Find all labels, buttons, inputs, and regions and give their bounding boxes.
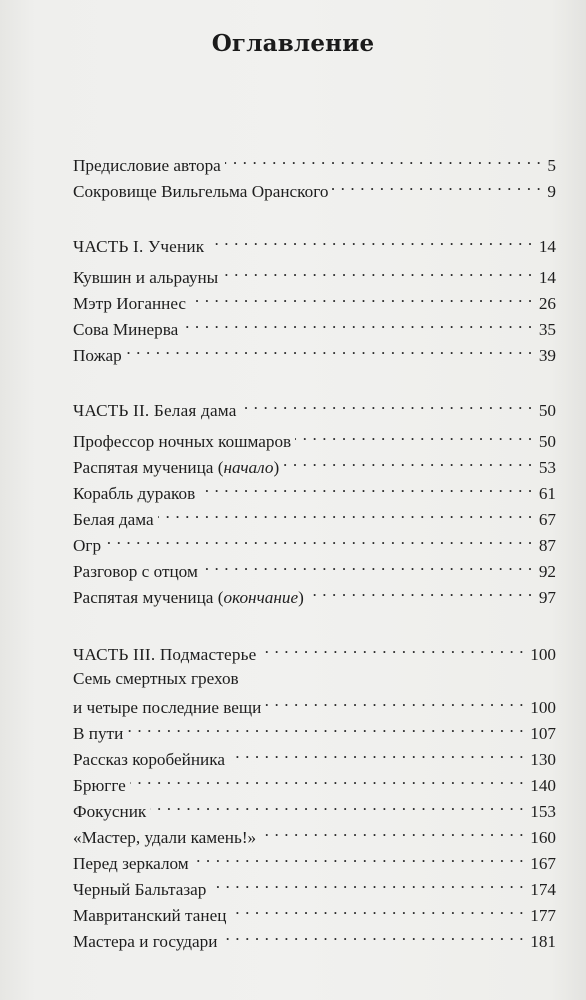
toc-entry-page: 50 bbox=[538, 432, 556, 451]
dot-leader bbox=[221, 923, 524, 947]
dot-leader bbox=[150, 793, 524, 817]
dot-leader bbox=[225, 147, 542, 171]
toc-entry-page: 53 bbox=[538, 458, 556, 477]
toc-entry-page: 35 bbox=[538, 320, 556, 339]
dot-leader bbox=[127, 715, 524, 739]
toc-entry-label: Сокровище Вильгельма Оранского bbox=[73, 182, 329, 201]
dot-leader bbox=[193, 845, 525, 869]
dot-leader bbox=[190, 285, 533, 309]
label-text: ) bbox=[273, 458, 280, 477]
toc-entry-preface bbox=[73, 147, 556, 175]
toc-entry bbox=[73, 741, 556, 769]
toc-entry-label: Предисловие автора bbox=[73, 156, 221, 175]
toc-entry-label: Фокусник bbox=[73, 802, 147, 821]
dot-leader bbox=[265, 689, 524, 713]
dot-leader bbox=[283, 449, 533, 473]
toc-part-label: ЧАСТЬ II. Белая дама bbox=[73, 401, 237, 420]
dot-leader bbox=[229, 741, 524, 765]
dot-leader bbox=[332, 173, 541, 197]
toc-entry-label: Сова Минерва bbox=[73, 320, 179, 339]
toc-entry bbox=[73, 767, 556, 795]
dot-leader bbox=[241, 392, 533, 416]
toc-entry bbox=[73, 475, 556, 503]
dot-leader bbox=[105, 527, 533, 551]
dot-leader bbox=[130, 767, 524, 791]
toc-entry bbox=[73, 715, 556, 743]
label-text: Распятая мученица ( bbox=[73, 588, 224, 607]
toc-entry-page: 100 bbox=[530, 698, 556, 717]
toc-entry-page: 14 bbox=[538, 237, 556, 256]
toc-entry-label: Кувшин и альрауны bbox=[73, 268, 219, 287]
toc-entry-page: 61 bbox=[538, 484, 556, 503]
dot-leader bbox=[222, 259, 533, 283]
toc-entry-label: и четыре последние вещи bbox=[73, 698, 262, 717]
dot-leader bbox=[308, 579, 533, 603]
toc-entry-page: 67 bbox=[538, 510, 556, 529]
toc-part-label: ЧАСТЬ I. Ученик bbox=[73, 237, 205, 256]
toc-entry-page: 100 bbox=[530, 645, 556, 664]
toc-entry-label-line1: Семь смертных грехов bbox=[73, 669, 239, 688]
toc-part-3 bbox=[73, 636, 556, 664]
toc-entry bbox=[73, 845, 556, 873]
toc-entry bbox=[73, 923, 556, 951]
toc-entry-label: Белая дама bbox=[73, 510, 154, 529]
toc-entry-page: 160 bbox=[530, 828, 556, 847]
dot-leader bbox=[260, 819, 524, 843]
toc-entry-label: Мавританский танец bbox=[73, 906, 227, 925]
dot-leader bbox=[126, 337, 533, 361]
toc-part-1 bbox=[73, 228, 556, 256]
dot-leader bbox=[202, 553, 533, 577]
toc-entry-label: Пожар bbox=[73, 346, 122, 365]
toc-entry bbox=[73, 793, 556, 821]
toc-entry bbox=[73, 449, 556, 477]
toc-entry-label: Мэтр Иоганнес bbox=[73, 294, 187, 313]
label-text: Распятая мученица ( bbox=[73, 458, 224, 477]
toc-entry-page: 177 bbox=[530, 906, 556, 925]
toc-entry-page: 107 bbox=[530, 724, 556, 743]
toc-part-2 bbox=[73, 392, 556, 420]
dot-leader bbox=[158, 501, 533, 525]
toc-entry-page: 26 bbox=[538, 294, 556, 313]
toc-entry-page: 39 bbox=[538, 346, 556, 365]
toc-entry-label: Перед зеркалом bbox=[73, 854, 189, 873]
toc-entry-page: 153 bbox=[530, 802, 556, 821]
toc-entry-page: 130 bbox=[530, 750, 556, 769]
toc-entry bbox=[73, 285, 556, 313]
toc-entry bbox=[73, 311, 556, 339]
dot-leader bbox=[230, 897, 524, 921]
toc-entry-page: 167 bbox=[530, 854, 556, 873]
toc-entry-page: 50 bbox=[538, 401, 556, 420]
toc-entry bbox=[73, 871, 556, 899]
toc-entry-page: 5 bbox=[547, 156, 556, 175]
toc-entry bbox=[73, 337, 556, 365]
toc-entry bbox=[73, 553, 556, 581]
toc-entry-page: 174 bbox=[530, 880, 556, 899]
toc-entry-page: 181 bbox=[530, 932, 556, 951]
toc-entry-label: «Мастер, удали камень!» bbox=[73, 828, 257, 847]
dot-leader bbox=[261, 636, 525, 660]
toc-entry bbox=[73, 423, 556, 451]
toc-entry-label: Брюгге bbox=[73, 776, 126, 795]
label-italic-text: начало bbox=[223, 458, 274, 477]
label-italic-text: окончание bbox=[223, 588, 299, 607]
toc-entry-label: Мастера и государи bbox=[73, 932, 218, 951]
toc-entry bbox=[73, 897, 556, 925]
toc-entry-page: 87 bbox=[538, 536, 556, 555]
toc-entry bbox=[73, 579, 556, 607]
toc-entry bbox=[73, 689, 556, 717]
dot-leader bbox=[210, 871, 524, 895]
toc-part-label: ЧАСТЬ III. Подмастерье bbox=[73, 645, 257, 664]
toc-entry bbox=[73, 501, 556, 529]
toc-entry-label: Корабль дураков bbox=[73, 484, 196, 503]
toc-entry-label: Черный Бальтазар bbox=[73, 880, 207, 899]
toc-entry-page: 97 bbox=[538, 588, 556, 607]
dot-leader bbox=[208, 228, 532, 252]
toc-entry-page: 14 bbox=[538, 268, 556, 287]
toc-entry-label: В пути bbox=[73, 724, 124, 743]
dot-leader bbox=[199, 475, 533, 499]
toc-entry-label bbox=[73, 586, 308, 610]
toc-entry bbox=[73, 527, 556, 555]
toc-entry-label: Разговор с отцом bbox=[73, 562, 198, 581]
page-title: Оглавление bbox=[211, 30, 375, 57]
toc-entry-treasure bbox=[73, 173, 556, 201]
dot-leader bbox=[295, 423, 533, 447]
label-text: ) bbox=[298, 588, 304, 607]
toc-entry bbox=[73, 259, 556, 287]
toc-entry-page: 92 bbox=[538, 562, 556, 581]
toc-entry bbox=[73, 819, 556, 847]
dot-leader bbox=[182, 311, 533, 335]
toc-entry-page: 140 bbox=[530, 776, 556, 795]
toc-entry-label: Профессор ночных кошмаров bbox=[73, 432, 292, 451]
toc-entry-label: Огр bbox=[73, 536, 102, 555]
toc-entry-page: 9 bbox=[547, 182, 556, 201]
toc-entry-label: Рассказ коробейника bbox=[73, 750, 225, 769]
